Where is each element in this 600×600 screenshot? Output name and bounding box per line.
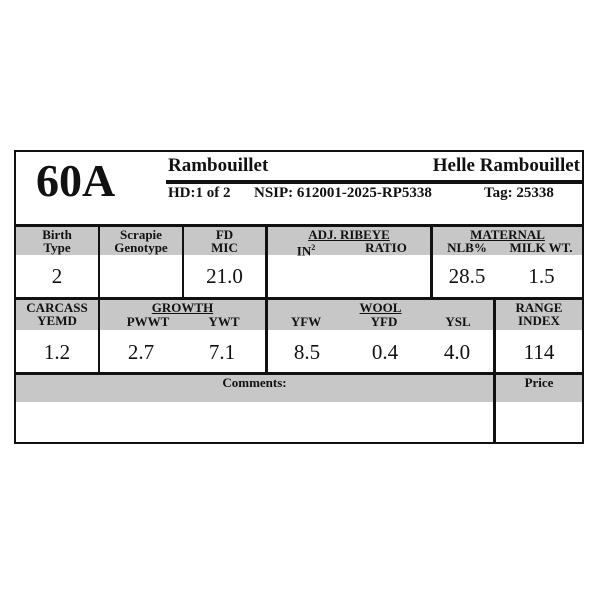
- ribeye-ratio-header: RATIO: [365, 240, 407, 255]
- yfd-header: YFD: [370, 314, 398, 329]
- milk-wt-value: 1.5: [528, 264, 555, 288]
- carcass-yemd-value: 1.2: [43, 340, 71, 364]
- ribeye-in-header: $IN^2$: [296, 243, 316, 259]
- maternal-group-header: MATERNAL: [470, 227, 545, 242]
- header-rule: [166, 180, 584, 184]
- comments-label: Comments:: [222, 375, 287, 390]
- yfd-value: 0.4: [371, 340, 399, 364]
- pwwt-header: PWWT: [126, 314, 170, 329]
- pwwt-value: 2.7: [127, 340, 155, 364]
- adj-ribeye-group-header: ADJ. RIBEYE: [308, 227, 390, 242]
- lot-card: [14, 150, 584, 444]
- yfw-value: 8.5: [293, 340, 321, 364]
- lot-number: 60A: [36, 155, 116, 206]
- growth-group-header: GROWTH: [151, 300, 214, 315]
- ysl-value: 4.0: [443, 340, 471, 364]
- range-index-header: RANGE INDEX: [515, 300, 563, 328]
- fd-mic-value: 21.0: [206, 264, 243, 288]
- ywt-value: 7.1: [208, 340, 236, 364]
- breed-name: Rambouillet: [168, 155, 269, 176]
- price-label: Price: [524, 375, 554, 390]
- scrapie-header: Scrapie Genotype: [114, 227, 168, 255]
- milk-wt-header: MILK WT.: [509, 240, 573, 255]
- wool-group-header: WOOL: [359, 300, 402, 315]
- yfw-header: YFW: [290, 314, 322, 329]
- owner-name: Helle Rambouillet: [432, 155, 580, 176]
- birth-type-value: 2: [51, 264, 63, 288]
- ysl-header: YSL: [445, 314, 471, 329]
- nlb-value: 28.5: [448, 264, 486, 288]
- hd-info: HD:1 of 2: [168, 185, 231, 201]
- ywt-header: YWT: [208, 314, 240, 329]
- fd-mic-header: FD MIC: [211, 227, 238, 255]
- nlb-header: NLB%: [447, 240, 487, 255]
- carcass-header: CARCASS YEMD: [26, 300, 88, 328]
- tag-number: Tag: 25338: [484, 185, 554, 201]
- birth-type-header: Birth Type: [42, 227, 72, 255]
- nsip-id: NSIP: 612001-2025-RP5338: [254, 185, 432, 201]
- range-index-value: 114: [523, 340, 555, 364]
